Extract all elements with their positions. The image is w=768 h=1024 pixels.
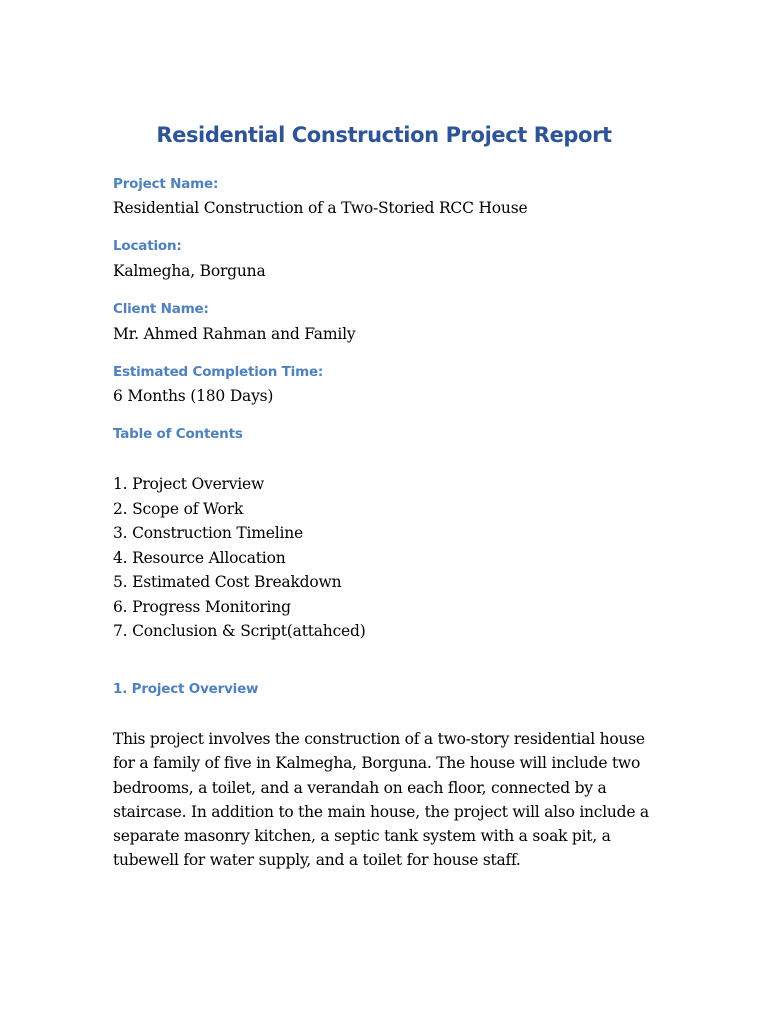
toc-item: 3. Construction Timeline bbox=[113, 524, 304, 542]
toc-heading: Table of Contents bbox=[113, 426, 243, 442]
location-value: Kalmegha, Borguna bbox=[113, 262, 266, 280]
table-of-contents bbox=[113, 472, 366, 644]
section-heading-project-overview: 1. Project Overview bbox=[113, 681, 259, 697]
project-name-value: Residential Construction of a Two-Storied RCC House bbox=[113, 199, 528, 217]
toc-item: 6. Progress Monitoring bbox=[113, 597, 291, 616]
toc-item: 7. Conclusion & Script(attahced) bbox=[113, 622, 366, 640]
toc-item: 1. Project Overview bbox=[113, 475, 265, 493]
completion-time-label: Estimated Completion Time: bbox=[113, 364, 324, 380]
paragraph-line: bedrooms, a toilet, and a verandah on each floor, connected by a bbox=[113, 778, 607, 797]
toc-item: 4. Resource Allocation bbox=[113, 548, 286, 567]
paragraph-line: This project involves the construction of a two-story residential house bbox=[113, 730, 645, 748]
completion-time-value: 6 Months (180 Days) bbox=[113, 387, 274, 405]
document-title: Residential Construction Project Report bbox=[156, 123, 612, 147]
toc-item: 5. Estimated Cost Breakdown bbox=[113, 573, 342, 591]
paragraph-line: staircase. In addition to the main house, the project will also include a bbox=[113, 802, 649, 821]
client-name-label: Client Name: bbox=[113, 301, 209, 317]
toc-item: 2. Scope of Work bbox=[113, 499, 244, 518]
project-overview-paragraph bbox=[113, 727, 653, 873]
paragraph-line: for a family of five in Kalmegha, Borguna. The house will include two bbox=[113, 754, 641, 773]
paragraph-line: tubewell for water supply, and a toilet for house staff. bbox=[113, 851, 521, 870]
location-label: Location: bbox=[113, 238, 182, 254]
project-name-label: Project Name: bbox=[113, 176, 219, 192]
paragraph-line: separate masonry kitchen, a septic tank system with a soak pit, a bbox=[113, 827, 611, 846]
client-name-value: Mr. Ahmed Rahman and Family bbox=[113, 325, 356, 343]
